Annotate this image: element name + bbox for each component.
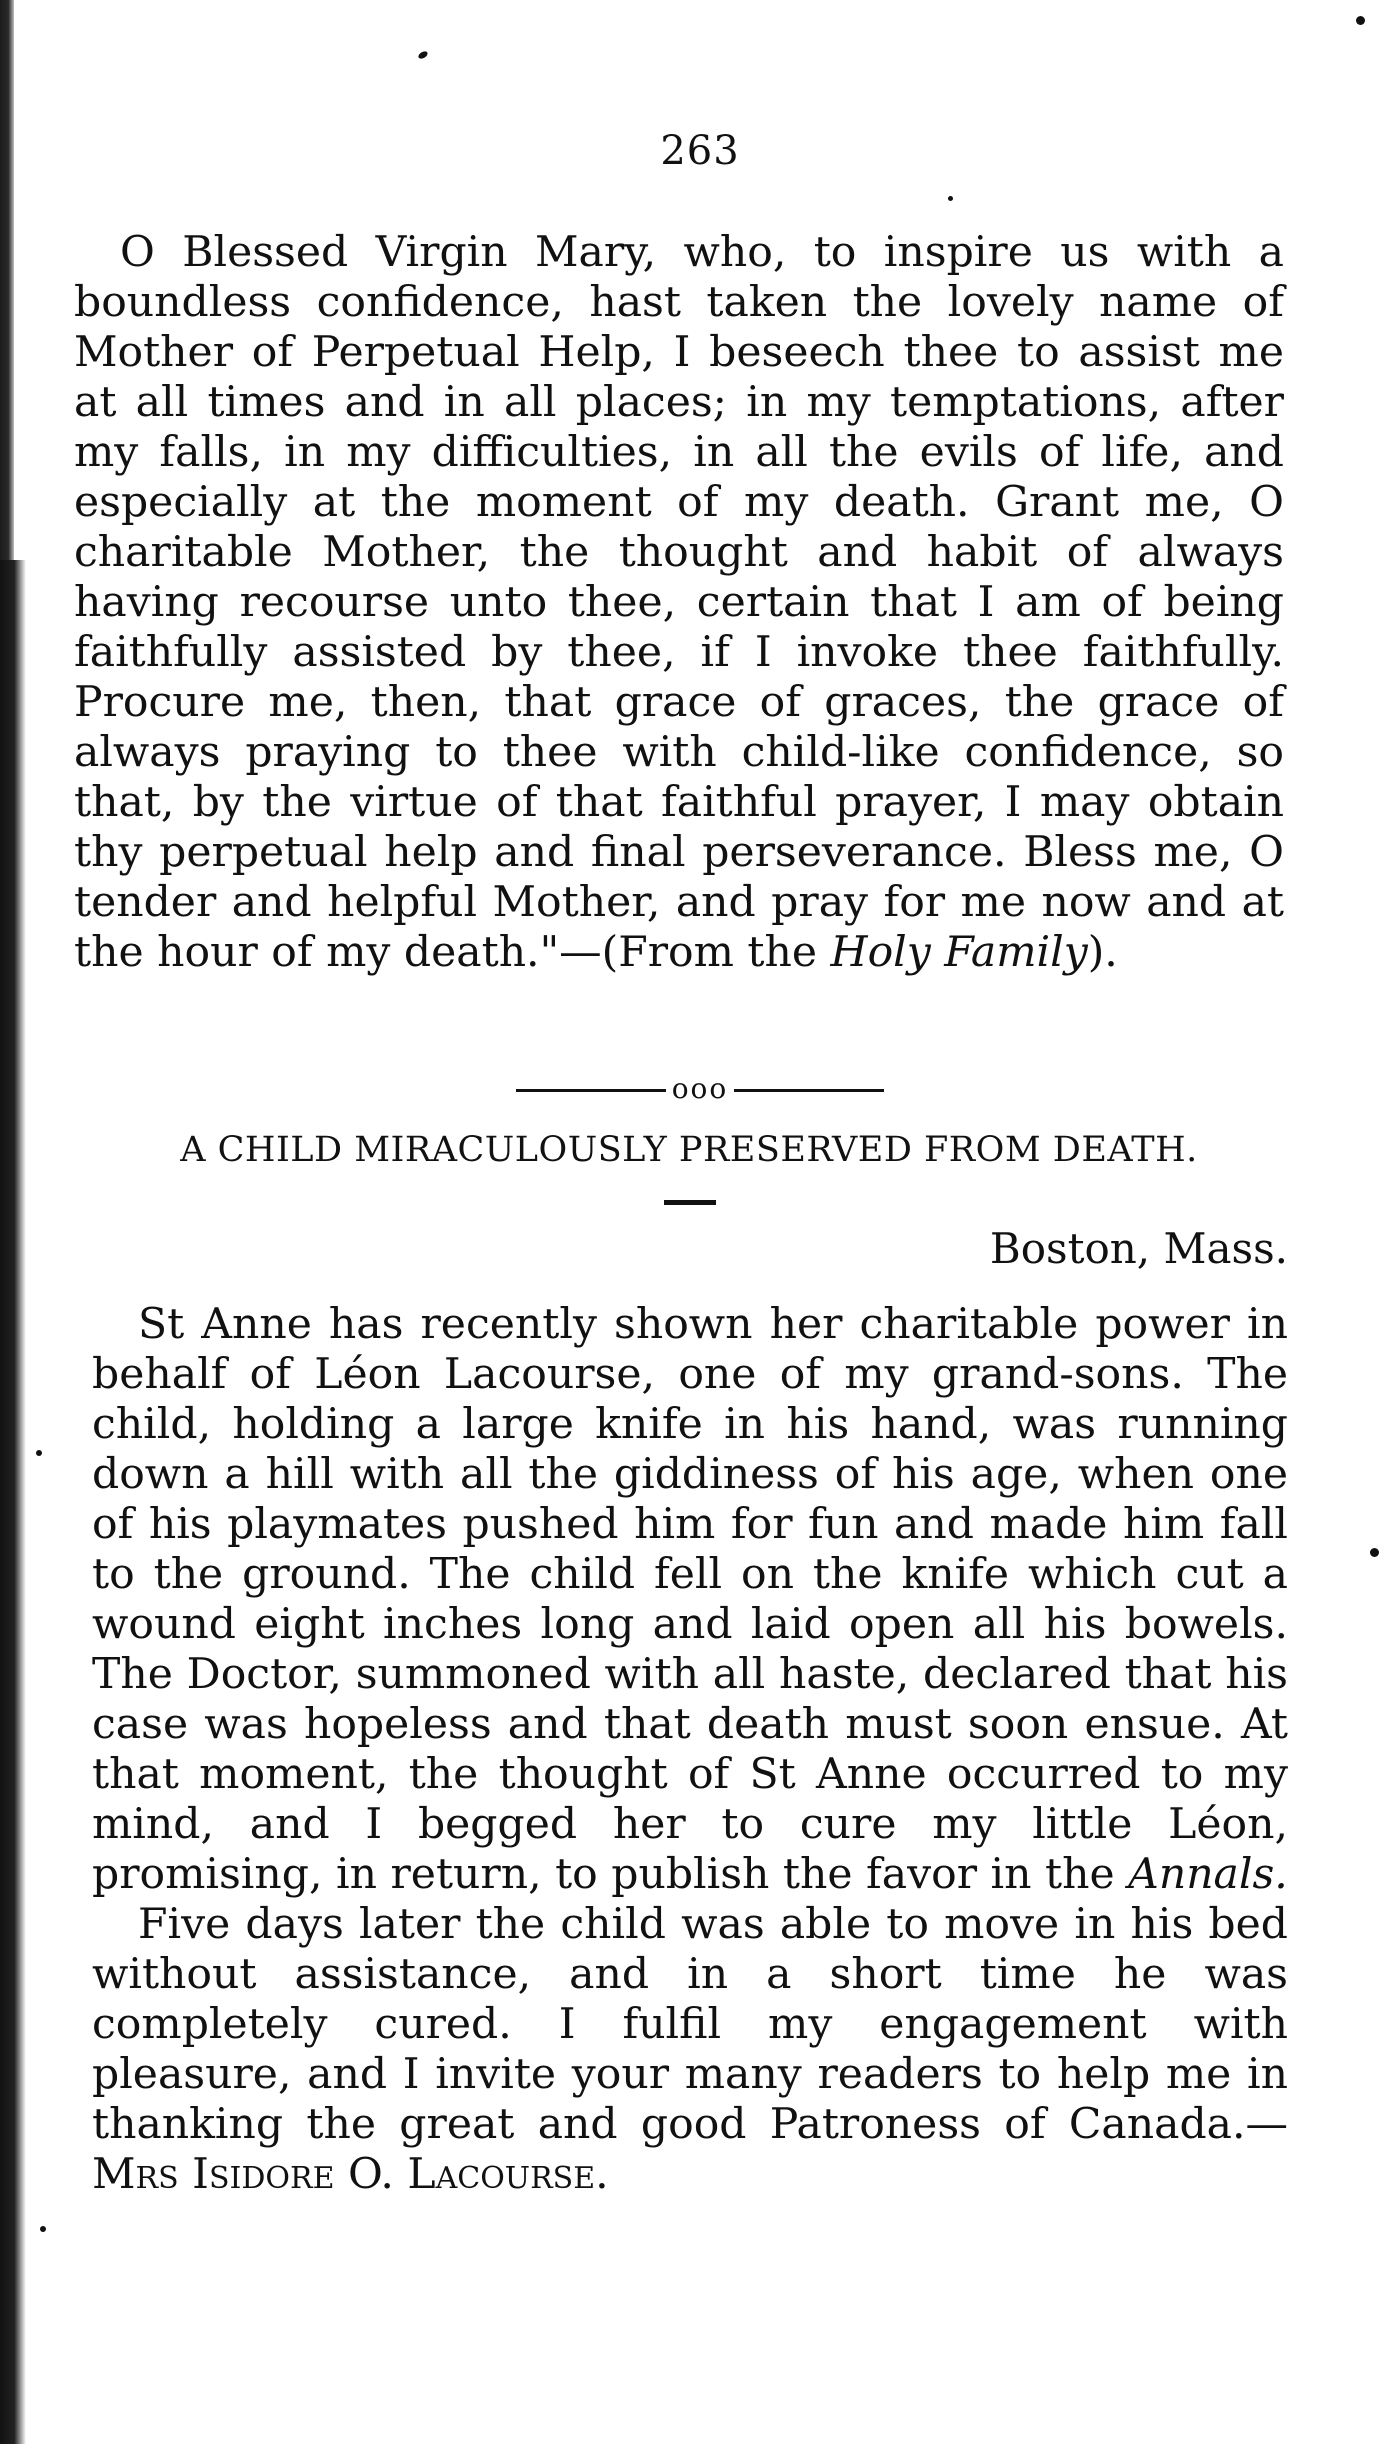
headline-rule <box>664 1200 716 1205</box>
ink-speck <box>948 196 953 201</box>
separator-ornament: ooo <box>671 1072 729 1105</box>
ink-speck <box>36 1450 42 1456</box>
signature-dash: — <box>1245 2100 1288 2149</box>
source-title: Holy Family <box>830 928 1088 977</box>
separator-line-right <box>734 1089 884 1092</box>
ink-speck <box>1370 1548 1379 1557</box>
ink-speck <box>417 50 429 60</box>
separator-line-left <box>516 1089 666 1092</box>
signature: Mrs Isidore O. Lacourse. <box>92 2150 609 2199</box>
article-dateline: Boston, Mass. <box>989 1224 1288 1273</box>
paragraph-2-text: Five days later the child was able to move in his bed without assistance, and in a short time he was completely cured. I fulfil my engagement with pleasure, and I invite your many readers to help me in thanking the great and good Patroness of Canada. <box>92 1900 1288 2149</box>
binding-shadow <box>0 560 26 2444</box>
source-end: ). <box>1087 928 1118 977</box>
article-headline: A CHILD MIRACULOUSLY PRESERVED FROM DEATH. <box>180 1130 1198 1170</box>
ink-speck <box>1356 16 1365 25</box>
letter-body <box>92 1300 1288 2200</box>
prayer-text <box>74 228 1284 978</box>
page-number: 263 <box>660 128 740 174</box>
annals-title: Annals. <box>1128 1850 1288 1899</box>
paragraph-1-text: St Anne has recently shown her charitable power in behalf of Léon Lacourse, one of my grand-sons. The child, holding a large knife in his hand, was running down a hill with all the giddiness of his age, when one of his playmates pushed him for fun and made him fall to the ground. The child fell on the knife which cut a wound eight inches long and laid open all his bowels. The Doctor, summoned with all haste, declared that his case was hopeless and that death must soon ensue. At that moment, the thought of St Anne occurred to my mind, and I begged her to cure my little Léon, promising, in return, to publish the favor in the <box>92 1300 1288 1899</box>
letter-paragraph-1 <box>92 1300 1288 1900</box>
ink-speck <box>40 2226 46 2232</box>
section-separator <box>0 1072 1400 1105</box>
letter-paragraph-2 <box>92 1900 1288 2200</box>
prayer-body: O Blessed Virgin Mary, who, to inspire us with a boundless confidence, hast taken the lovely name of Mother of Perpetual Help, I beseech thee to assist me at all times and in all places; in my temptations, after my falls, in my difficulties, in all the evils of life, and especially at the moment of my death. Grant me, O charitable Mother, the thought and habit of always having recourse unto thee, certain that I am of being faithfully assisted by thee, if I invoke thee faithfully. Procure me, then, that grace of graces, the grace of always praying to thee with child-like confidence, so that, by the virtue of that faithful prayer, I may obtain thy perpetual help and final perseverance. Bless me, O tender and helpful Mother, and pray for me now and at the hour of my death."—(From the <box>74 228 1284 977</box>
prayer-paragraph <box>74 228 1284 978</box>
